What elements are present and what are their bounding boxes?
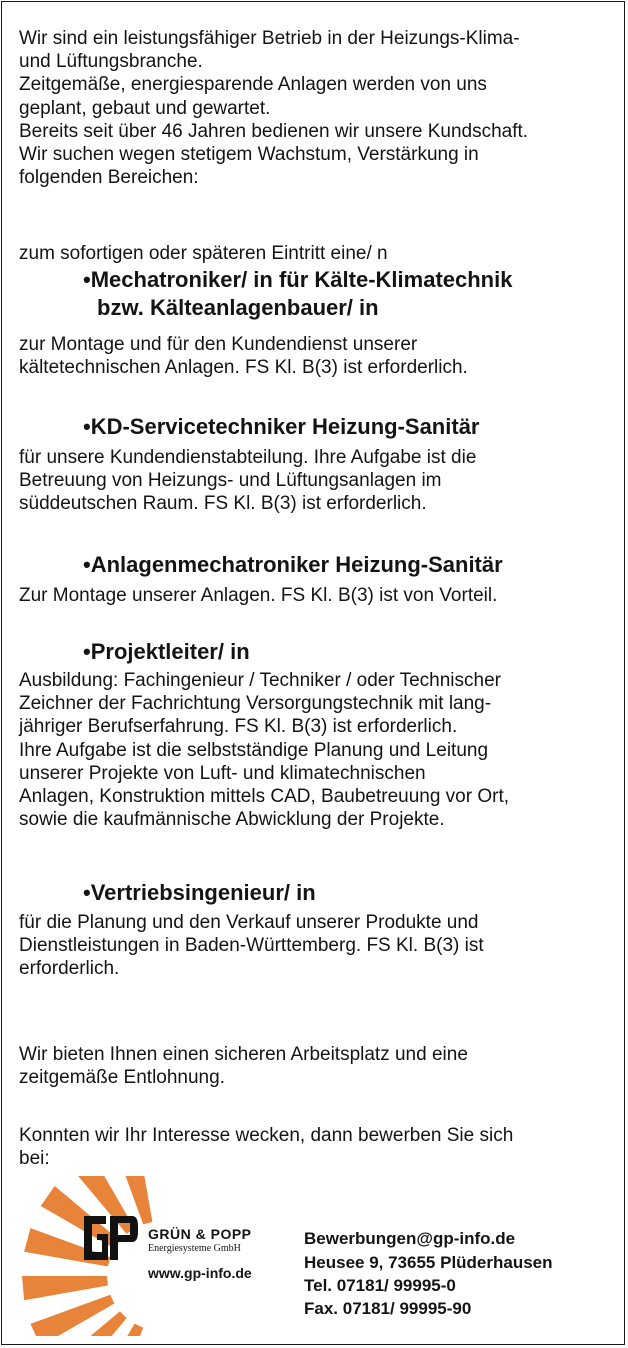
intro-line: Bereits seit über 46 Jahren bedienen wir unsere Kundschaft.	[19, 120, 529, 142]
contact-fax: Fax. 07181/ 99995-90	[304, 1299, 472, 1318]
contact-address: Heusee 9, 73655 Plüderhausen	[304, 1253, 553, 1272]
job-description: zur Montage und für den Kundendienst unserer kältetechnischen Anlagen. FS Kl. B(3) ist erforderlich.	[19, 334, 468, 379]
bullet: •	[83, 267, 91, 292]
job-description: Zur Montage unserer Anlagen. FS Kl. B(3) ist von Vorteil.	[19, 585, 498, 606]
entry-line: zum sofortigen oder späteren Eintritt eine/ n	[19, 243, 388, 264]
intro-paragraph	[19, 27, 528, 189]
intro-line: Zeitgemäße, energiesparende Anlagen werden von uns	[19, 74, 487, 96]
company-website: www.gp-info.de	[148, 1265, 252, 1281]
job-title-line: Vertriebsingenieur/ in	[90, 880, 316, 905]
contact-phone: Tel. 07181/ 99995-0	[304, 1276, 456, 1295]
offer-paragraph: Wir bieten Ihnen einen sicheren Arbeitsplatz und eine zeitgemäße Entlohnung.	[19, 1044, 468, 1089]
job-description: für die Planung und den Verkauf unserer Produkte und Dienstleistungen in Baden-Württemberg. FS Kl. B(3) ist erforderlich.	[19, 912, 484, 980]
job-title-line: Projektleiter/ in	[90, 639, 250, 664]
job-description: Ausbildung: Fachingenieur / Techniker / oder Technischer Zeichner der Fachrichtung Versorgungstechnik mit lang- jähriger Berufserfahrung. FS Kl. B(3) ist erforderlich. Ihre Aufgabe ist die selbstständige Planung und Leitung unserer Projekte von Luft- und klimatechnischen Anlagen, Konstruktion mittels CAD, Baubetreuung vor Ort, sowie die kaufmännische Abwicklung der Projekte.	[19, 670, 510, 831]
job-title-projektleiter	[83, 638, 250, 666]
intro-line: Wir sind ein leistungsfähiger Betrieb in der Heizungs-Klima-	[19, 28, 520, 49]
intro-line: und Lüftungsbranche.	[19, 51, 203, 73]
contact-email: Bewerbungen@gp-info.de	[304, 1229, 516, 1248]
intro-line: Wir suchen wegen stetigem Wachstum, Verstärkung in	[19, 144, 479, 166]
intro-line: folgenden Bereichen:	[19, 167, 199, 189]
job-title-anlagenmechatroniker	[83, 551, 503, 579]
job-title-kd-servicetechniker	[83, 413, 479, 441]
gp-monogram-icon	[80, 1210, 140, 1266]
job-title-line: Anlagenmechatroniker Heizung-Sanitär	[90, 552, 503, 577]
company-name: GRÜN & POPP	[148, 1226, 252, 1242]
job-title-line: Mechatroniker/ in für Kälte-Klimatechnik	[90, 267, 513, 292]
intro-line: geplant, gebaut und gewartet.	[19, 97, 271, 119]
bullet: •	[83, 880, 91, 905]
company-subtitle: Energiesysteme GmbH	[148, 1243, 241, 1254]
bullet: •	[83, 639, 91, 664]
apply-paragraph: Konnten wir Ihr Interesse wecken, dann bewerben Sie sich bei:	[19, 1125, 514, 1170]
job-title-mechatroniker	[83, 266, 512, 322]
bullet: •	[83, 552, 91, 577]
job-title-line: bzw. Kälteanlagenbauer/ in	[97, 295, 379, 320]
job-description: für unsere Kundendienstabteilung. Ihre Aufgabe ist die Betreuung von Heizungs- und Lüftungsanlagen im süddeutschen Raum. FS Kl. B(3) ist erforderlich.	[19, 447, 477, 515]
bullet: •	[83, 414, 91, 439]
job-title-vertriebsingenieur	[83, 879, 316, 907]
logo-ray	[22, 1276, 108, 1300]
job-title-line: KD-Servicetechniker Heizung-Sanitär	[90, 414, 480, 439]
